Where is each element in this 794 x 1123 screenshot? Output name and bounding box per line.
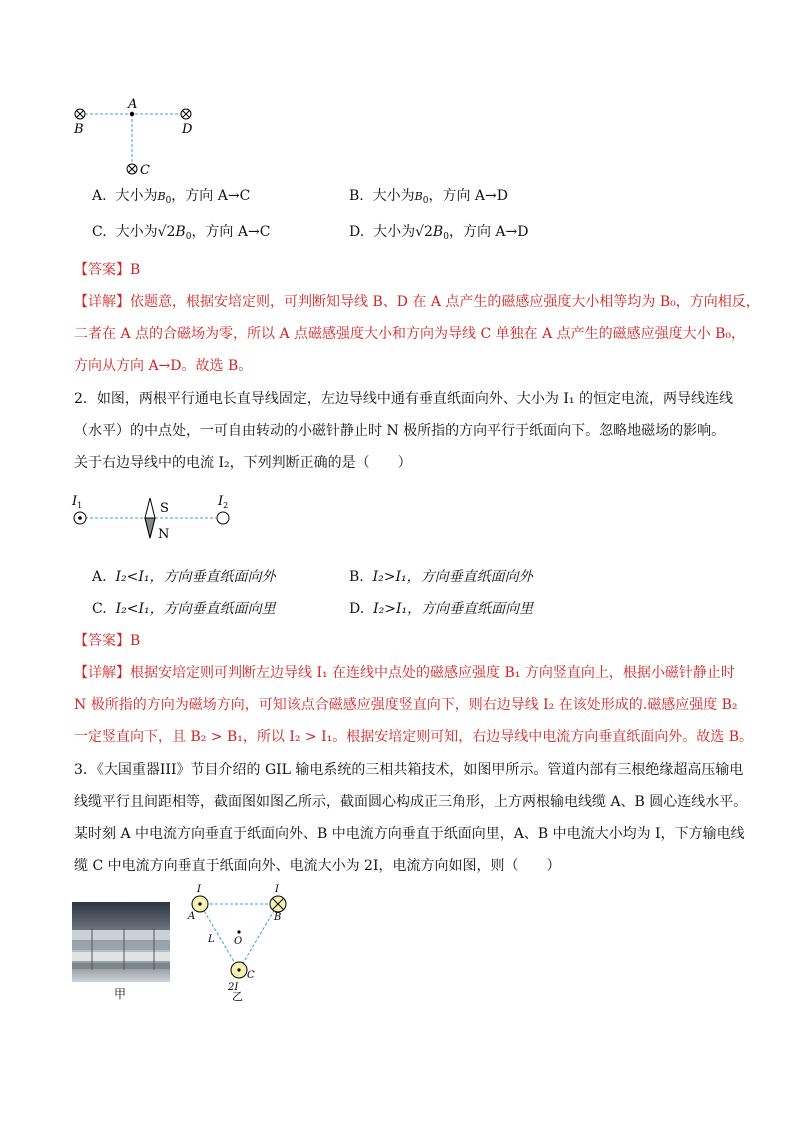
q2-label-n: N <box>158 527 170 542</box>
q2-wire-i1-dot-icon <box>74 512 86 524</box>
q2-compass-needle-icon <box>145 498 155 538</box>
q3-stem-line-3: 某时刻 A 中电流方向垂直于纸面向外、B 中电流方向垂直于纸面向里，A、B 中电流大小均为 I，下方输电线 <box>74 826 745 842</box>
q3-fig-yi-caption: 乙 <box>232 990 243 1002</box>
q1-label-a: A <box>128 97 138 112</box>
q2-label-s: S <box>160 501 169 516</box>
q2-option-c[interactable]: C. I₂<I₁，方向垂直纸面向里 <box>92 601 276 617</box>
q2-answer: 【答案】B <box>74 633 141 649</box>
q1-wire-c-cross-icon <box>127 164 137 174</box>
q3-label-i-c: 2I <box>228 982 239 993</box>
q3-pipe-illustration-icon <box>72 902 170 982</box>
q2-option-a[interactable]: A. I₂<I₁，方向垂直纸面向外 <box>92 569 276 585</box>
q3-cable-a-dot-icon <box>192 896 208 912</box>
q1-option-b[interactable]: B. 大小为$B_0$，方向 A→D <box>349 188 508 206</box>
q1-label-c: C <box>140 163 150 178</box>
q1-detail-line-1: 【详解】依题意，根据安培定则，可判断知导线 B、D 在 A 点产生的磁感应强度大小相等均为 B₀，方向相反， <box>74 294 760 310</box>
q1-detail-line-2: 二者在 A 点的合磁场为零，所以 A 点磁感强度大小和方向为导线 C 单独在 A 点产生的磁感应强度大小 B₀， <box>74 326 745 342</box>
q3-cross-section-diagram <box>184 882 294 1002</box>
q2-diagram <box>66 488 246 548</box>
q1-diagram <box>66 96 216 180</box>
q2-detail-line-2: N 极所指的方向为磁场方向，可知该点合磁感应强度竖直向下，则右边导线 I₂ 在该处形成的.磁感应强度 B₂ <box>74 697 738 713</box>
q3-center-o-dot <box>237 930 240 933</box>
q3-label-i-a: I <box>197 884 201 895</box>
q3-stem-line-4: 缆 C 中电流方向垂直于纸面向外、电流大小为 2I，电流方向如图，则（ ） <box>74 858 561 874</box>
q1-label-b: B <box>74 122 84 137</box>
q3-cable-b-cross-icon <box>270 896 286 912</box>
q2-detail-line-1: 【详解】根据安培定则可判断左边导线 I₁ 在连线中点处的磁感应强度 B₁ 方向竖直向上，根据小磁针静止时 <box>74 665 735 681</box>
q3-gil-pipe-photo <box>72 902 170 982</box>
q3-cable-c-dot-icon <box>231 962 247 978</box>
q1-wire-d-cross-icon <box>181 109 191 119</box>
q1-option-d[interactable]: D. 大小为$√2B_0$，方向 A→D <box>349 224 529 242</box>
q1-wire-b-cross-icon <box>75 109 85 119</box>
q2-stem-line-1: 2．如图，两根平行通电长直导线固定，左边导线中通有垂直纸面向外、大小为 I₁ 的恒定电流，两导线连线 <box>74 391 733 407</box>
q3-label-c: C <box>247 970 255 981</box>
q1-answer: 【答案】B <box>74 262 141 278</box>
q2-option-d[interactable]: D. I₂>I₁，方向垂直纸面向里 <box>349 601 534 617</box>
q2-label-i1: $I_1$ <box>72 494 83 510</box>
q3-label-o: O <box>234 936 243 947</box>
q3-stem-line-1: 3．《大国重器III》节目介绍的 GIL 输电系统的三相共箱技术，如图甲所示。管道内部有三根绝缘超高压输电 <box>74 762 744 778</box>
q1-option-a[interactable]: A. 大小为$B_0$，方向 A→C <box>92 188 251 206</box>
q3-label-b: B <box>274 912 282 923</box>
q2-label-i2: $I_2$ <box>218 494 229 510</box>
q3-fig-jia-caption: 甲 <box>114 987 127 1001</box>
q2-stem-line-3: 关于右边导线中的电流 I₂，下列判断正确的是（ ） <box>74 455 412 471</box>
q3-label-l: L <box>208 934 215 945</box>
q1-label-d: D <box>182 122 193 137</box>
q3-label-i-b: I <box>275 884 279 895</box>
q1-detail-line-3: 方向从方向 A→D。故选 B。 <box>74 358 253 374</box>
q3-label-a: A <box>188 911 196 922</box>
q1-option-c[interactable]: C. 大小为$√2B_0$，方向 A→C <box>92 224 271 242</box>
q1-point-a-dot <box>130 112 134 116</box>
q2-detail-line-3: 一定竖直向下，且 B₂ > B₁，所以 I₂ > I₁。根据安培定则可知，右边导线中电流方向垂直纸面向外。故选 B。 <box>74 729 753 745</box>
q2-wire-i2-icon <box>217 512 229 524</box>
q2-stem-line-2: （水平）的中点处，一可自由转动的小磁针静止时 N 极所指的方向平行于纸面向下。忽略地磁场的影响。 <box>74 423 726 439</box>
q2-option-b[interactable]: B. I₂>I₁，方向垂直纸面向外 <box>349 569 533 585</box>
q3-stem-line-2: 线缆平行且间距相等，截面图如图乙所示，截面圆心构成正三角形，上方两根输电线缆 A、B 圆心连线水平。 <box>74 794 748 810</box>
